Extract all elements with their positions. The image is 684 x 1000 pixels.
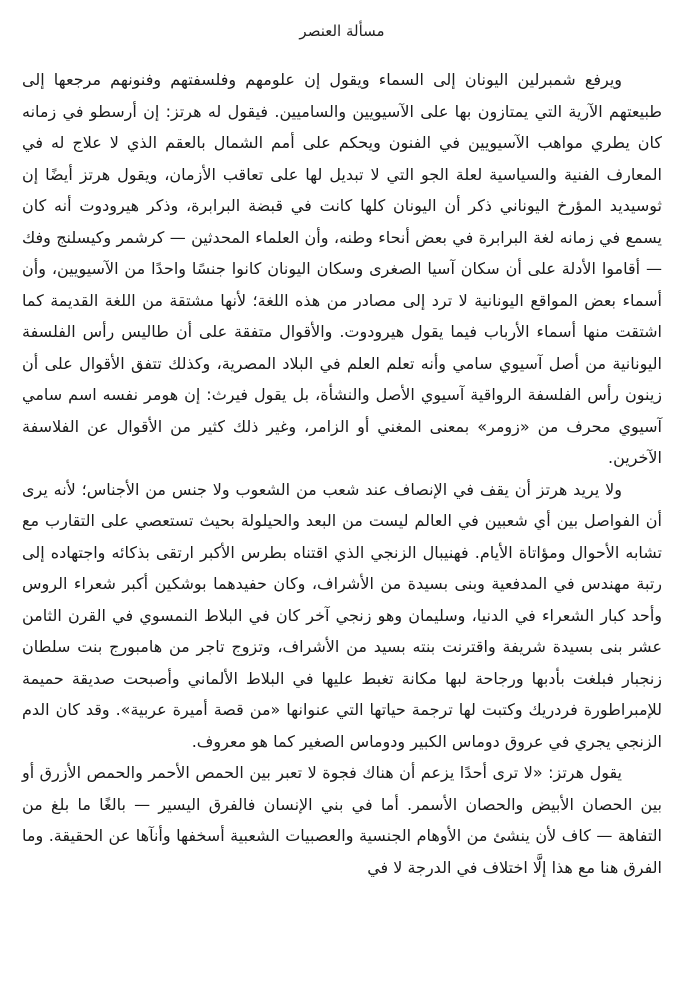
paragraph-2: ولا يريد هرتز أن يقف في الإنصاف عند شعب من الشعوب ولا جنس من الأجناس؛ لأنه يرى أن الفواصل بين أي شعبين في العالم ليست من البعد والحيلولة بحيث تستعصي على التقارب مع تشابه الأحوال ومؤاتاة الأيام. فهنيبال الزنجي الذي اقتناه بطرس الأكبر ارتقى بذكائه واجتهاده إلى رتبة مهندس في المدفعية وبنى بسيدة من الأشراف، وكان حفيدهما بوشكين أكبر شعراء الروس وأحد كبار الشعراء في الدنيا، وسليمان وهو زنجي آخر كان في البلاط النمسوي في القرن الثامن عشر بنى بسيدة شريفة واقترنت بنته بسيد من الأشراف، وتزوج تاجر من هامبورج بنت سلطان زنجبار فبلغت بأدبها ورجاحة لبها مكانة تغبط عليها في البلاط الألماني وأصبحت صديقة حميمة للإمبراطورة فردريك وكتبت لها ترجمة حياتها التي عنوانها «من قصة أميرة عربية». وقد كان الدم الزنجي يجري في عروق دوماس الكبير ودوماس الصغير كما هو معروف. — [22, 479, 662, 751]
paragraph-3: يقول هرتز: «لا ترى أحدًا يزعم أن هناك فجوة لا تعبر بين الحمص الأحمر والحمص الأزرق أو بين الحصان الأبيض والحصان الأسمر. أما في بني الإنسان فالفرق اليسير — بالغًا ما بلغ من التفاهة — كاف لأن ينشئ من الأوهام الجنسية والعصبيات الشعبية أسخفها وأنآها عن الحقيقة. وما الفرق هنا مع هذا إلَّا اختلاف في الدرجة لا في — [22, 763, 662, 877]
body-text — [22, 64, 662, 883]
paragraph-1: ويرفع شمبرلين اليونان إلى السماء ويقول إن علومهم وفلسفتهم وفنونهم مرجعها إلى طبيعتهم الآرية التي يمتازون بها على الآسيويين والساميين. فيقول له هرتز: إن أرسطو في زمانه كان يطري مواهب الآسيويين في الفنون ويحكم على أمم الشمال بالعقم الذي لا علاج له في المعارف الفنية والسياسية لعلة الجو التي لا تبديل لها على تعاقب الأزمان، ويقول هرتز أيضًا إن ثوسيديد المؤرخ اليوناني ذكر أن اليونان كلها كانت في قبضة البرابرة، وذكر هيرودوت أنه كان يسمع في زمانه لغة البرابرة في بعض أنحاء وطنه، وأن العلماء المحدثين — كرشمر وكيسلنج وفك — أقاموا الأدلة على أن سكان آسيا الصغرى وسكان اليونان كانوا جنسًا واحدًا من الآسيويين، وأن أسماء بعض المواقع اليونانية لا ترد إلى مصادر من هذه اللغة؛ لأنها مشتقة من اللغة القديمة كما اشتقت منها أسماء الأرباب فيما يقول هيرودوت. والأقوال متفقة على أن طاليس رأس الفلسفة اليونانية من أصل آسيوي سامي وأنه تعلم العلم في البلاد المصرية، وكذلك تتفق الأقوال على أن زينون رأس الفلسفة الرواقية آسيوي الأصل والنشأة، بل يقول فيرث: إن هومر نفسه اسم سامي آسيوي محرف من «زومر» بمعنى المغني أو الزامر، وغير ذلك كثير من الأقوال عن الفلاسفة الآخرين. — [22, 70, 662, 467]
running-header: مسألة العنصر — [299, 22, 385, 40]
